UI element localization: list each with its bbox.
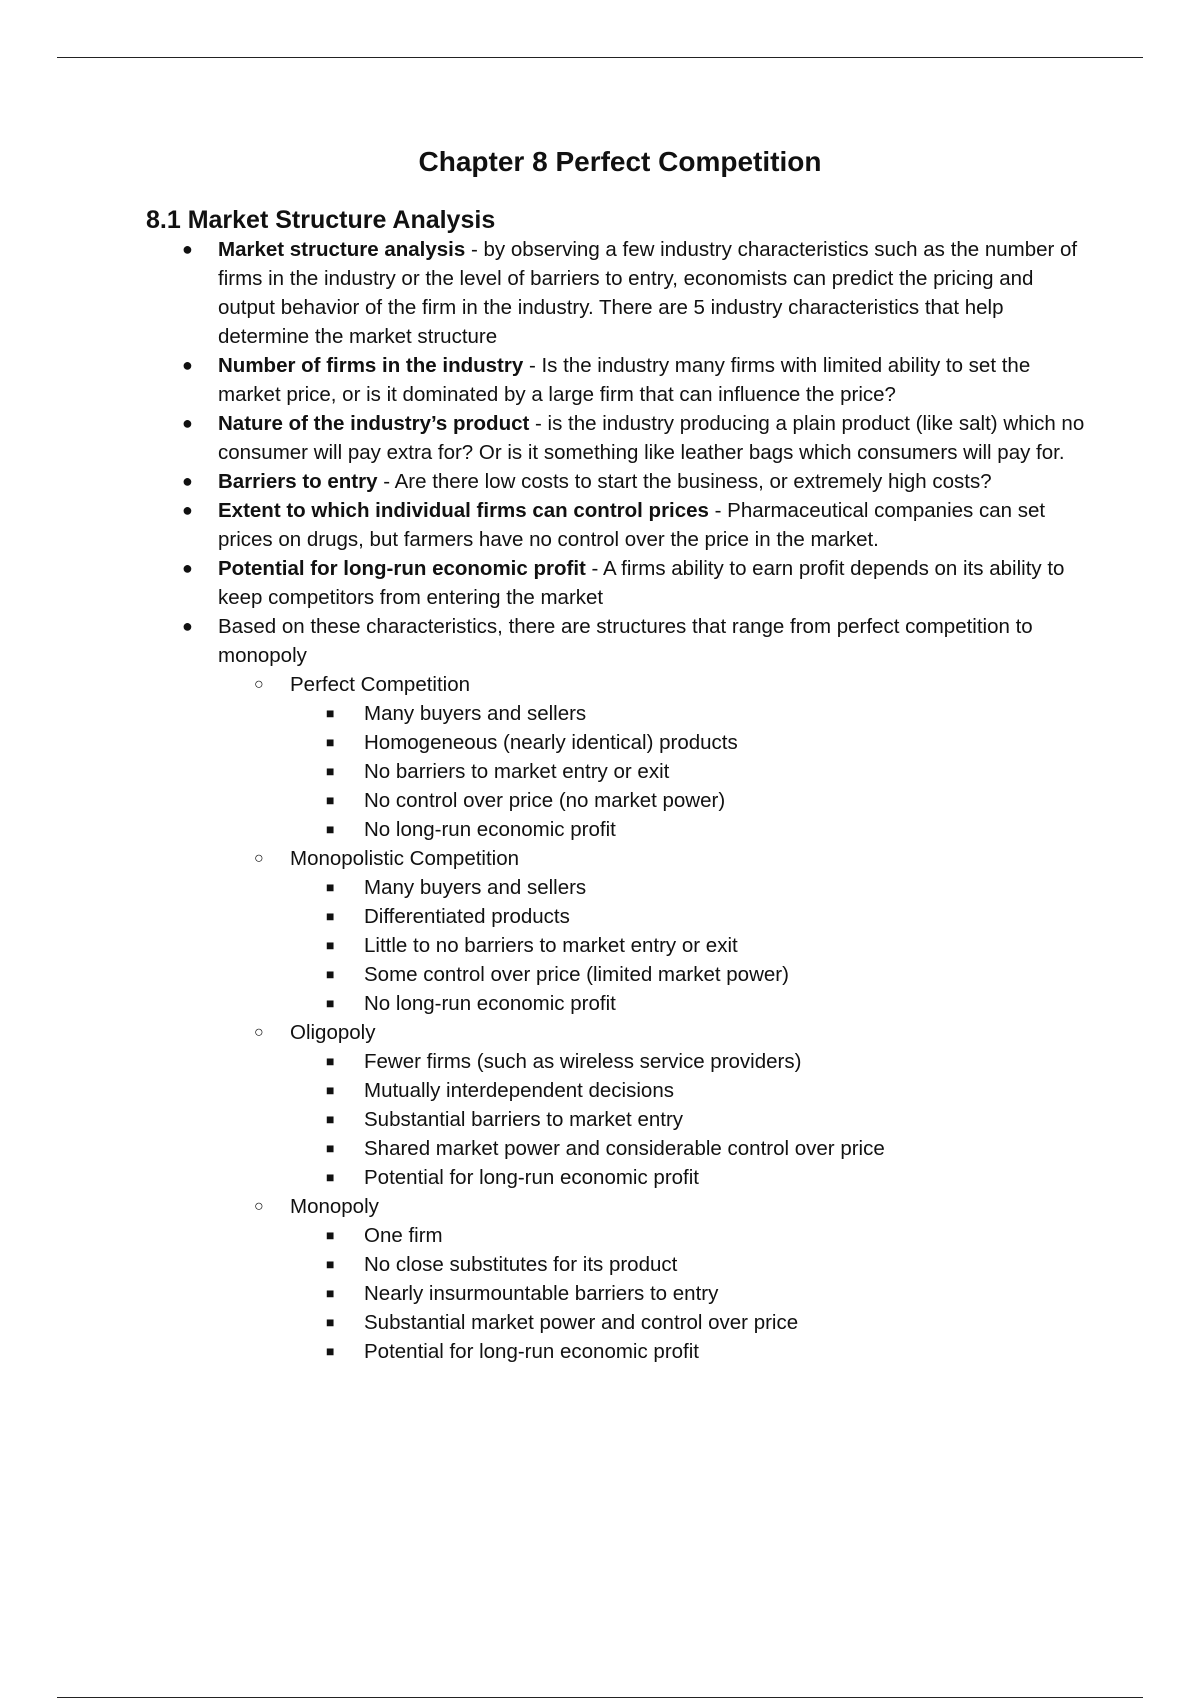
trait-item xyxy=(0,1221,1092,1250)
trait-item xyxy=(0,1337,1092,1366)
bullet-dot-icon: ● xyxy=(182,616,193,636)
trait-item xyxy=(0,1250,1092,1279)
definition: - Are there low costs to start the business, or extremely high costs? xyxy=(377,470,992,493)
list-item xyxy=(0,467,1200,496)
bullet-dot-icon: ● xyxy=(182,413,193,433)
bullet-circle-icon: ○ xyxy=(254,1198,264,1215)
bullet-dot-icon: ● xyxy=(182,239,193,259)
trait-text: Differentiated products xyxy=(364,905,570,928)
list-item xyxy=(0,612,1200,1366)
trait-text: Some control over price (limited market power) xyxy=(364,963,789,986)
structure-item xyxy=(0,1192,1092,1366)
definition: - is the industry producing a plain product (like salt) which no consumer will pay extra for? Or is it something like leather bags which consumers will pay for. xyxy=(218,412,1085,464)
trait-item xyxy=(0,960,1092,989)
trait-text: Fewer firms (such as wireless service providers) xyxy=(364,1050,802,1073)
term: Extent to which individual firms can control prices xyxy=(218,499,709,522)
trait-list xyxy=(290,699,1092,844)
bullet-circle-icon: ○ xyxy=(254,676,264,693)
trait-item xyxy=(0,873,1092,902)
term: Number of firms in the industry xyxy=(218,354,524,377)
bullet-square-icon: ■ xyxy=(326,1111,335,1127)
trait-text: Mutually interdependent decisions xyxy=(364,1079,674,1102)
trait-text: No close substitutes for its product xyxy=(364,1253,678,1276)
structure-name: Oligopoly xyxy=(290,1021,376,1044)
trait-text: Many buyers and sellers xyxy=(364,702,587,725)
trait-text: Substantial barriers to market entry xyxy=(364,1108,684,1131)
trait-text: No long-run economic profit xyxy=(364,818,616,841)
structure-name: Perfect Competition xyxy=(290,673,471,696)
bullet-dot-icon: ● xyxy=(182,471,193,491)
trait-item xyxy=(0,902,1092,931)
bullet-dot-icon: ● xyxy=(182,558,193,578)
summary-text: Based on these characteristics, there are structures that range from perfect competition to monopoly xyxy=(218,615,1033,667)
top-rule xyxy=(57,57,1143,58)
term: Barriers to entry xyxy=(218,470,378,493)
bullet-dot-icon: ● xyxy=(182,500,193,520)
trait-item xyxy=(0,1163,1092,1192)
bullet-square-icon: ■ xyxy=(326,1053,335,1069)
trait-item xyxy=(0,1134,1092,1163)
trait-list xyxy=(290,873,1092,1018)
list-item xyxy=(0,409,1200,467)
trait-text: No long-run economic profit xyxy=(364,992,616,1015)
bullet-square-icon: ■ xyxy=(326,1140,335,1156)
structure-item xyxy=(0,670,1092,844)
trait-item xyxy=(0,757,1092,786)
structure-list xyxy=(218,670,1092,1366)
trait-item xyxy=(0,815,1092,844)
trait-text: Homogeneous (nearly identical) products xyxy=(364,731,738,754)
list-item xyxy=(0,235,1200,351)
trait-text: No control over price (no market power) xyxy=(364,789,726,812)
bullet-circle-icon: ○ xyxy=(254,1024,264,1041)
trait-list xyxy=(290,1221,1092,1366)
structure-item xyxy=(0,1018,1092,1192)
trait-text: Shared market power and considerable control over price xyxy=(364,1137,885,1160)
term: Market structure analysis xyxy=(218,238,466,261)
bullet-square-icon: ■ xyxy=(326,1227,335,1243)
bullet-square-icon: ■ xyxy=(326,908,335,924)
bullet-square-icon: ■ xyxy=(326,1256,335,1272)
list-item xyxy=(0,351,1200,409)
bullet-square-icon: ■ xyxy=(326,734,335,750)
bullet-square-icon: ■ xyxy=(326,966,335,982)
bullet-square-icon: ■ xyxy=(326,705,335,721)
definition: - Pharmaceutical companies can set prices on drugs, but farmers have no control over the price in the market. xyxy=(218,499,1046,551)
trait-item xyxy=(0,1047,1092,1076)
document-body xyxy=(0,235,1200,1366)
structure-item xyxy=(0,844,1092,1018)
trait-item xyxy=(0,1105,1092,1134)
bullet-dot-icon: ● xyxy=(182,355,193,375)
structure-name: Monopoly xyxy=(290,1195,379,1218)
trait-text: Potential for long-run economic profit xyxy=(364,1340,700,1363)
trait-item xyxy=(0,989,1092,1018)
list-item xyxy=(0,554,1200,612)
bullet-square-icon: ■ xyxy=(326,763,335,779)
trait-text: One firm xyxy=(364,1224,443,1247)
trait-item xyxy=(0,728,1092,757)
trait-item xyxy=(0,1279,1092,1308)
bullet-square-icon: ■ xyxy=(326,995,335,1011)
definition: - by observing a few industry characteristics such as the number of firms in the industry or the level of barriers to entry, economists can predict the pricing and output behavior of the firm in the industry. There are 5 industry characteristics that help determine the market structure xyxy=(218,238,1078,348)
definition: - A firms ability to earn profit depends on its ability to keep competitors from entering the market xyxy=(218,557,1065,609)
trait-text: No barriers to market entry or exit xyxy=(364,760,670,783)
trait-item xyxy=(0,786,1092,815)
trait-item xyxy=(0,931,1092,960)
trait-text: Little to no barriers to market entry or exit xyxy=(364,934,738,957)
trait-item xyxy=(0,1308,1092,1337)
trait-text: Many buyers and sellers xyxy=(364,876,587,899)
bullet-square-icon: ■ xyxy=(326,1285,335,1301)
bullet-square-icon: ■ xyxy=(326,879,335,895)
list-item xyxy=(0,496,1200,554)
trait-list xyxy=(290,1047,1092,1192)
bullet-square-icon: ■ xyxy=(326,821,335,837)
bullet-square-icon: ■ xyxy=(326,1082,335,1098)
bullet-square-icon: ■ xyxy=(326,1169,335,1185)
trait-item xyxy=(0,1076,1092,1105)
trait-item xyxy=(0,699,1092,728)
term: Nature of the industry’s product xyxy=(218,412,530,435)
bullet-circle-icon: ○ xyxy=(254,850,264,867)
bullet-square-icon: ■ xyxy=(326,1314,335,1330)
page-title: Chapter 8 Perfect Competition xyxy=(418,146,822,177)
bullet-list xyxy=(0,235,1200,1366)
section-heading: 8.1 Market Structure Analysis xyxy=(146,206,496,234)
structure-name: Monopolistic Competition xyxy=(290,847,520,870)
trait-text: Substantial market power and control over price xyxy=(364,1311,799,1334)
trait-text: Nearly insurmountable barriers to entry xyxy=(364,1282,719,1305)
bullet-square-icon: ■ xyxy=(326,1343,335,1359)
term: Potential for long-run economic profit xyxy=(218,557,586,580)
bottom-rule xyxy=(57,1697,1143,1698)
trait-text: Potential for long-run economic profit xyxy=(364,1166,700,1189)
bullet-square-icon: ■ xyxy=(326,937,335,953)
bullet-square-icon: ■ xyxy=(326,792,335,808)
definition: - Is the industry many firms with limited ability to set the market price, or is it dominated by a large firm that can influence the price? xyxy=(218,354,1031,406)
